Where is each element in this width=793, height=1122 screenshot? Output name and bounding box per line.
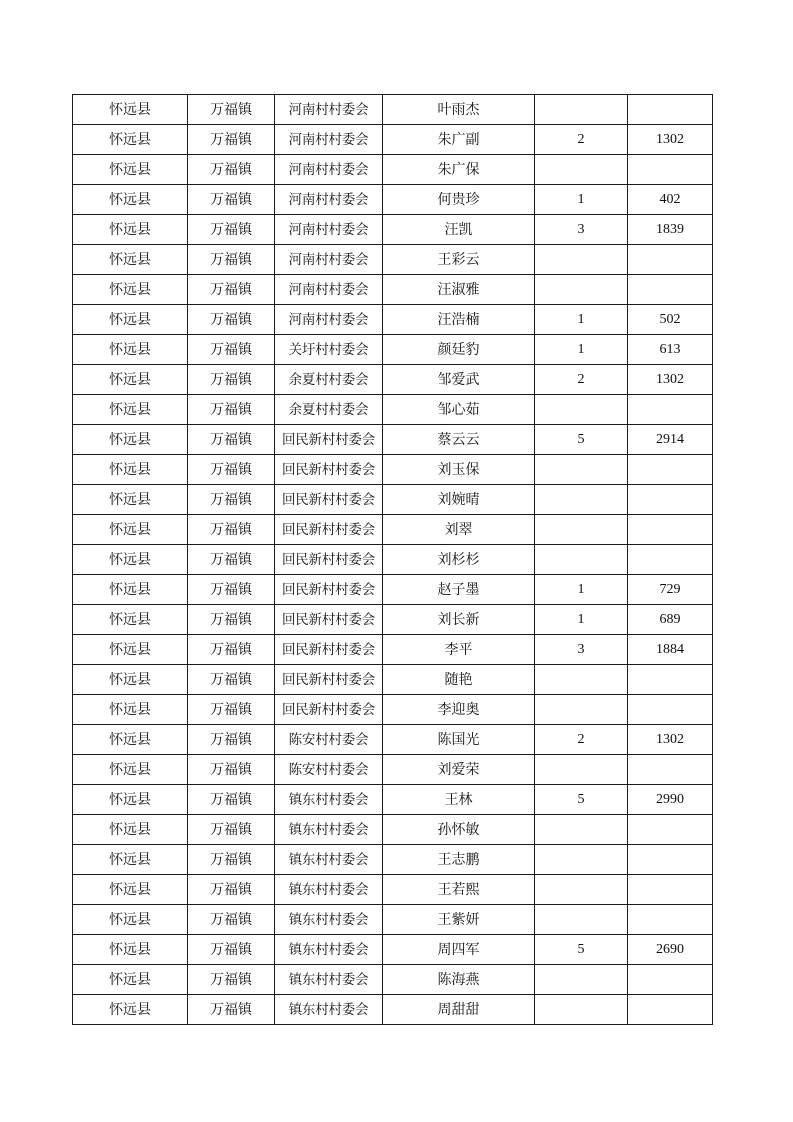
name-cell: 陈国光 xyxy=(383,725,535,755)
count-cell: 1 xyxy=(535,335,628,365)
table-row xyxy=(73,305,713,335)
count-cell xyxy=(535,755,628,785)
count-cell: 5 xyxy=(535,785,628,815)
town-cell: 万福镇 xyxy=(188,635,275,665)
table-row xyxy=(73,845,713,875)
village-cell: 关圩村村委会 xyxy=(275,335,383,365)
amount-cell xyxy=(628,485,713,515)
town-cell: 万福镇 xyxy=(188,995,275,1025)
table-row xyxy=(73,635,713,665)
table-row xyxy=(73,125,713,155)
name-cell: 刘爱荣 xyxy=(383,755,535,785)
county-cell: 怀远县 xyxy=(73,485,188,515)
table-row xyxy=(73,335,713,365)
county-cell: 怀远县 xyxy=(73,995,188,1025)
name-cell: 汪淑雅 xyxy=(383,275,535,305)
amount-cell: 402 xyxy=(628,185,713,215)
town-cell: 万福镇 xyxy=(188,545,275,575)
amount-cell xyxy=(628,155,713,185)
amount-cell xyxy=(628,545,713,575)
village-cell: 回民新村村委会 xyxy=(275,515,383,545)
amount-cell: 2690 xyxy=(628,935,713,965)
amount-cell: 1302 xyxy=(628,365,713,395)
amount-cell xyxy=(628,965,713,995)
village-cell: 回民新村村委会 xyxy=(275,545,383,575)
count-cell xyxy=(535,95,628,125)
county-cell: 怀远县 xyxy=(73,545,188,575)
count-cell xyxy=(535,845,628,875)
village-cell: 河南村村委会 xyxy=(275,245,383,275)
town-cell: 万福镇 xyxy=(188,665,275,695)
town-cell: 万福镇 xyxy=(188,755,275,785)
table-row xyxy=(73,485,713,515)
county-cell: 怀远县 xyxy=(73,155,188,185)
village-cell: 回民新村村委会 xyxy=(275,455,383,485)
name-cell: 刘翠 xyxy=(383,515,535,545)
town-cell: 万福镇 xyxy=(188,695,275,725)
county-cell: 怀远县 xyxy=(73,305,188,335)
amount-cell: 1302 xyxy=(628,725,713,755)
county-cell: 怀远县 xyxy=(73,935,188,965)
name-cell: 王志鹏 xyxy=(383,845,535,875)
county-cell: 怀远县 xyxy=(73,815,188,845)
county-cell: 怀远县 xyxy=(73,425,188,455)
count-cell xyxy=(535,875,628,905)
amount-cell xyxy=(628,245,713,275)
count-cell: 5 xyxy=(535,425,628,455)
count-cell xyxy=(535,485,628,515)
county-cell: 怀远县 xyxy=(73,125,188,155)
name-cell: 周甜甜 xyxy=(383,995,535,1025)
amount-cell xyxy=(628,275,713,305)
table-row xyxy=(73,605,713,635)
village-cell: 余夏村村委会 xyxy=(275,395,383,425)
village-cell: 镇东村村委会 xyxy=(275,785,383,815)
name-cell: 王林 xyxy=(383,785,535,815)
village-cell: 河南村村委会 xyxy=(275,125,383,155)
table-row xyxy=(73,755,713,785)
count-cell: 1 xyxy=(535,185,628,215)
amount-cell: 502 xyxy=(628,305,713,335)
roster-table-body xyxy=(73,95,713,1025)
name-cell: 王紫妍 xyxy=(383,905,535,935)
count-cell: 2 xyxy=(535,725,628,755)
name-cell: 邹爱武 xyxy=(383,365,535,395)
county-cell: 怀远县 xyxy=(73,395,188,425)
count-cell xyxy=(535,155,628,185)
amount-cell xyxy=(628,665,713,695)
town-cell: 万福镇 xyxy=(188,245,275,275)
town-cell: 万福镇 xyxy=(188,845,275,875)
name-cell: 汪凯 xyxy=(383,215,535,245)
town-cell: 万福镇 xyxy=(188,365,275,395)
name-cell: 朱广保 xyxy=(383,155,535,185)
amount-cell: 689 xyxy=(628,605,713,635)
village-cell: 回民新村村委会 xyxy=(275,485,383,515)
table-row xyxy=(73,545,713,575)
village-cell: 镇东村村委会 xyxy=(275,905,383,935)
town-cell: 万福镇 xyxy=(188,455,275,485)
county-cell: 怀远县 xyxy=(73,755,188,785)
table-row xyxy=(73,695,713,725)
count-cell: 3 xyxy=(535,635,628,665)
town-cell: 万福镇 xyxy=(188,185,275,215)
county-cell: 怀远县 xyxy=(73,665,188,695)
village-cell: 河南村村委会 xyxy=(275,275,383,305)
count-cell xyxy=(535,815,628,845)
count-cell: 1 xyxy=(535,305,628,335)
county-cell: 怀远县 xyxy=(73,695,188,725)
name-cell: 何贵珍 xyxy=(383,185,535,215)
county-cell: 怀远县 xyxy=(73,245,188,275)
amount-cell: 2914 xyxy=(628,425,713,455)
table-row xyxy=(73,455,713,485)
name-cell: 邹心茹 xyxy=(383,395,535,425)
county-cell: 怀远县 xyxy=(73,335,188,365)
village-cell: 镇东村村委会 xyxy=(275,815,383,845)
name-cell: 刘玉保 xyxy=(383,455,535,485)
village-cell: 回民新村村委会 xyxy=(275,695,383,725)
count-cell xyxy=(535,395,628,425)
town-cell: 万福镇 xyxy=(188,425,275,455)
village-cell: 河南村村委会 xyxy=(275,185,383,215)
table-row xyxy=(73,155,713,185)
town-cell: 万福镇 xyxy=(188,95,275,125)
village-cell: 镇东村村委会 xyxy=(275,845,383,875)
table-row xyxy=(73,905,713,935)
county-cell: 怀远县 xyxy=(73,365,188,395)
table-row xyxy=(73,575,713,605)
table-row xyxy=(73,245,713,275)
town-cell: 万福镇 xyxy=(188,335,275,365)
count-cell xyxy=(535,665,628,695)
count-cell: 5 xyxy=(535,935,628,965)
town-cell: 万福镇 xyxy=(188,725,275,755)
count-cell xyxy=(535,905,628,935)
village-cell: 镇东村村委会 xyxy=(275,935,383,965)
count-cell xyxy=(535,455,628,485)
village-cell: 河南村村委会 xyxy=(275,155,383,185)
village-cell: 河南村村委会 xyxy=(275,95,383,125)
county-cell: 怀远县 xyxy=(73,275,188,305)
amount-cell xyxy=(628,95,713,125)
village-cell: 镇东村村委会 xyxy=(275,875,383,905)
table-row xyxy=(73,365,713,395)
amount-cell: 729 xyxy=(628,575,713,605)
count-cell xyxy=(535,995,628,1025)
name-cell: 李迎奥 xyxy=(383,695,535,725)
village-cell: 镇东村村委会 xyxy=(275,965,383,995)
table-row xyxy=(73,215,713,245)
name-cell: 刘长新 xyxy=(383,605,535,635)
county-cell: 怀远县 xyxy=(73,785,188,815)
roster-table xyxy=(72,94,713,1025)
amount-cell xyxy=(628,995,713,1025)
table-row xyxy=(73,995,713,1025)
amount-cell xyxy=(628,845,713,875)
count-cell xyxy=(535,245,628,275)
table-row xyxy=(73,395,713,425)
town-cell: 万福镇 xyxy=(188,785,275,815)
table-row xyxy=(73,935,713,965)
name-cell: 赵子墨 xyxy=(383,575,535,605)
amount-cell: 1884 xyxy=(628,635,713,665)
town-cell: 万福镇 xyxy=(188,575,275,605)
county-cell: 怀远县 xyxy=(73,515,188,545)
table-row xyxy=(73,275,713,305)
name-cell: 叶雨杰 xyxy=(383,95,535,125)
village-cell: 陈安村村委会 xyxy=(275,755,383,785)
name-cell: 刘杉杉 xyxy=(383,545,535,575)
count-cell xyxy=(535,965,628,995)
county-cell: 怀远县 xyxy=(73,575,188,605)
name-cell: 孙怀敏 xyxy=(383,815,535,845)
amount-cell: 1839 xyxy=(628,215,713,245)
count-cell xyxy=(535,275,628,305)
table-row xyxy=(73,515,713,545)
village-cell: 回民新村村委会 xyxy=(275,635,383,665)
town-cell: 万福镇 xyxy=(188,155,275,185)
table-row xyxy=(73,665,713,695)
name-cell: 随艳 xyxy=(383,665,535,695)
amount-cell xyxy=(628,905,713,935)
amount-cell: 613 xyxy=(628,335,713,365)
amount-cell xyxy=(628,875,713,905)
county-cell: 怀远县 xyxy=(73,905,188,935)
town-cell: 万福镇 xyxy=(188,305,275,335)
table-row xyxy=(73,965,713,995)
amount-cell xyxy=(628,515,713,545)
county-cell: 怀远县 xyxy=(73,845,188,875)
count-cell xyxy=(535,515,628,545)
village-cell: 陈安村村委会 xyxy=(275,725,383,755)
town-cell: 万福镇 xyxy=(188,935,275,965)
town-cell: 万福镇 xyxy=(188,875,275,905)
name-cell: 王若熙 xyxy=(383,875,535,905)
amount-cell xyxy=(628,455,713,485)
village-cell: 回民新村村委会 xyxy=(275,575,383,605)
village-cell: 河南村村委会 xyxy=(275,305,383,335)
name-cell: 周四军 xyxy=(383,935,535,965)
county-cell: 怀远县 xyxy=(73,95,188,125)
count-cell xyxy=(535,695,628,725)
table-row xyxy=(73,785,713,815)
table-row xyxy=(73,815,713,845)
county-cell: 怀远县 xyxy=(73,875,188,905)
table-row xyxy=(73,725,713,755)
count-cell: 1 xyxy=(535,605,628,635)
town-cell: 万福镇 xyxy=(188,815,275,845)
town-cell: 万福镇 xyxy=(188,275,275,305)
county-cell: 怀远县 xyxy=(73,185,188,215)
name-cell: 李平 xyxy=(383,635,535,665)
count-cell: 3 xyxy=(535,215,628,245)
amount-cell: 2990 xyxy=(628,785,713,815)
village-cell: 回民新村村委会 xyxy=(275,605,383,635)
table-row xyxy=(73,875,713,905)
village-cell: 余夏村村委会 xyxy=(275,365,383,395)
table-row xyxy=(73,95,713,125)
name-cell: 颜廷豹 xyxy=(383,335,535,365)
name-cell: 蔡云云 xyxy=(383,425,535,455)
village-cell: 镇东村村委会 xyxy=(275,995,383,1025)
county-cell: 怀远县 xyxy=(73,215,188,245)
name-cell: 刘婉晴 xyxy=(383,485,535,515)
count-cell: 2 xyxy=(535,365,628,395)
name-cell: 王彩云 xyxy=(383,245,535,275)
name-cell: 朱广副 xyxy=(383,125,535,155)
amount-cell: 1302 xyxy=(628,125,713,155)
town-cell: 万福镇 xyxy=(188,965,275,995)
amount-cell xyxy=(628,815,713,845)
county-cell: 怀远县 xyxy=(73,635,188,665)
town-cell: 万福镇 xyxy=(188,485,275,515)
amount-cell xyxy=(628,695,713,725)
town-cell: 万福镇 xyxy=(188,395,275,425)
count-cell: 1 xyxy=(535,575,628,605)
county-cell: 怀远县 xyxy=(73,965,188,995)
count-cell: 2 xyxy=(535,125,628,155)
amount-cell xyxy=(628,395,713,425)
village-cell: 回民新村村委会 xyxy=(275,665,383,695)
town-cell: 万福镇 xyxy=(188,515,275,545)
county-cell: 怀远县 xyxy=(73,605,188,635)
town-cell: 万福镇 xyxy=(188,215,275,245)
name-cell: 汪浩楠 xyxy=(383,305,535,335)
amount-cell xyxy=(628,755,713,785)
county-cell: 怀远县 xyxy=(73,455,188,485)
table-row xyxy=(73,185,713,215)
village-cell: 河南村村委会 xyxy=(275,215,383,245)
table-row xyxy=(73,425,713,455)
name-cell: 陈海燕 xyxy=(383,965,535,995)
village-cell: 回民新村村委会 xyxy=(275,425,383,455)
town-cell: 万福镇 xyxy=(188,605,275,635)
county-cell: 怀远县 xyxy=(73,725,188,755)
count-cell xyxy=(535,545,628,575)
town-cell: 万福镇 xyxy=(188,905,275,935)
town-cell: 万福镇 xyxy=(188,125,275,155)
